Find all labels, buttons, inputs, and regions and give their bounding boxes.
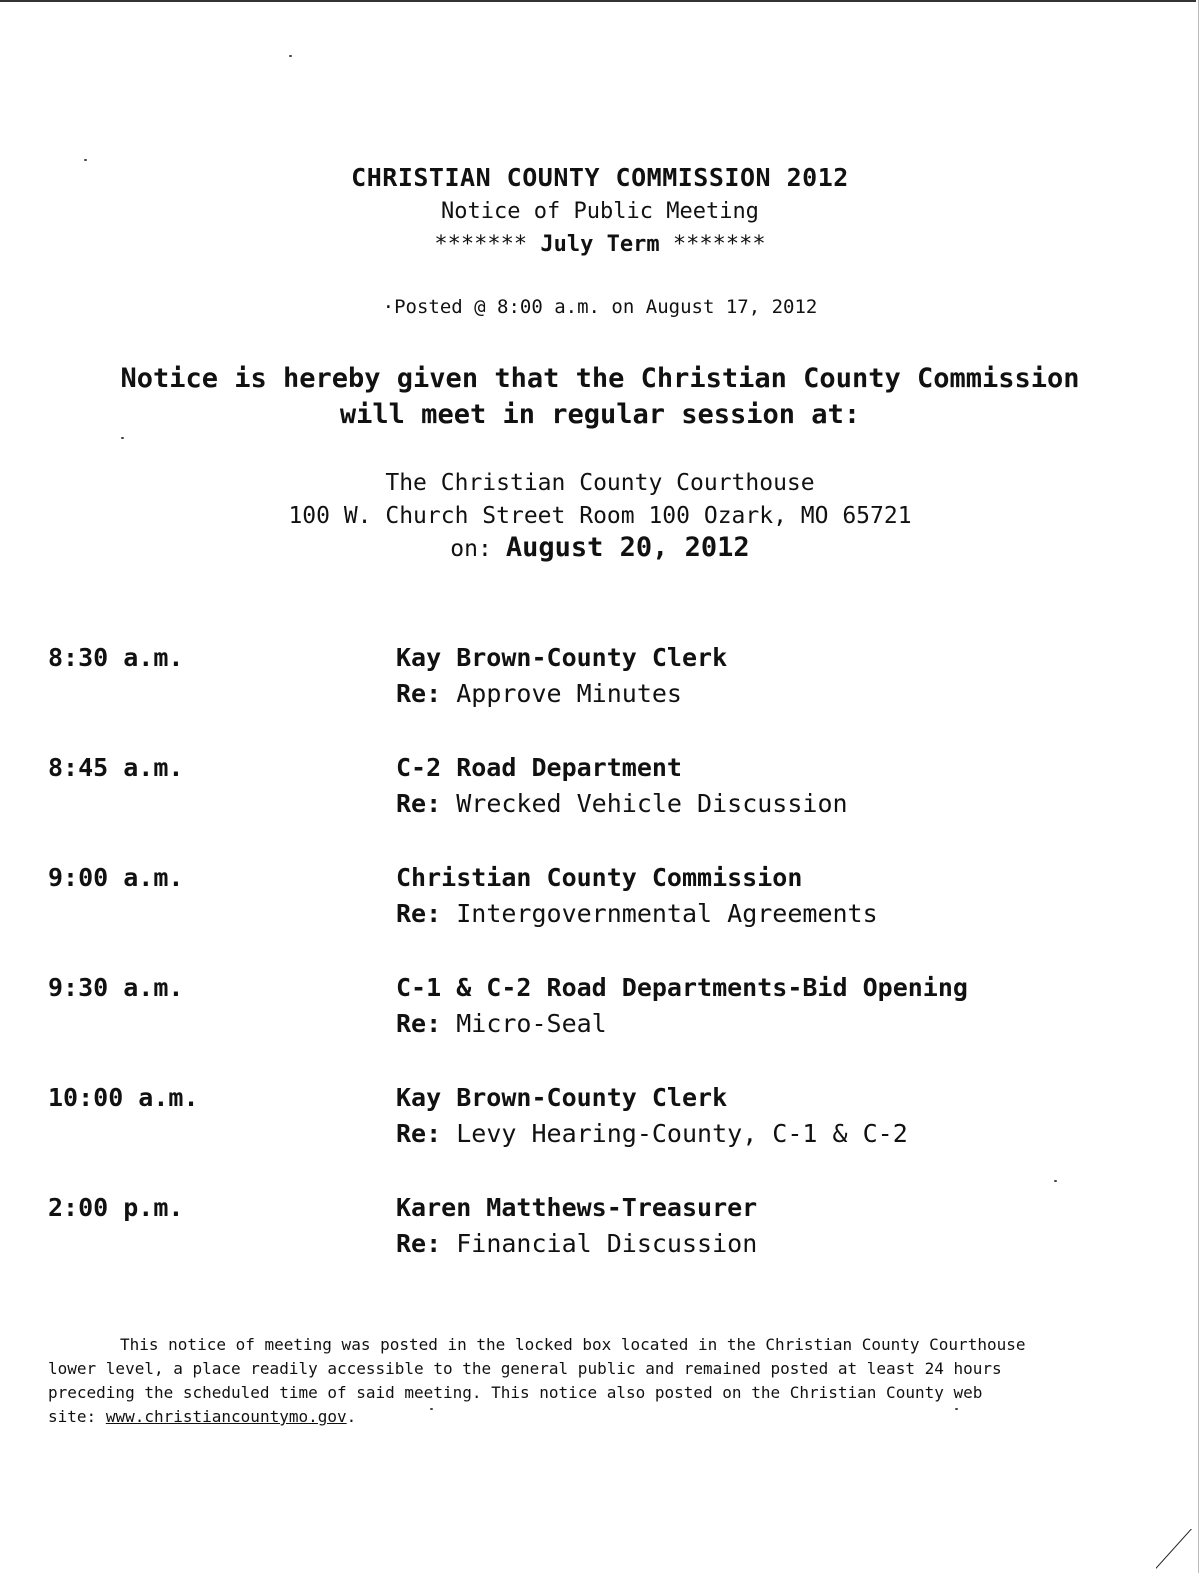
footer-line: lower level, a place readily accessible to the general public and remained posted at least 24 hours: [48, 1359, 1002, 1378]
agenda-subject: [396, 679, 682, 708]
posted-timestamp: ·Posted @ 8:00 a.m. on August 17, 2012: [382, 296, 818, 318]
footer-line-text: This notice of meeting was posted in the locked box located in the Christian County Courthouse: [120, 1335, 1026, 1354]
agenda-item: [48, 1193, 1158, 1303]
re-label: Re:: [396, 679, 442, 708]
document-title: CHRISTIAN COUNTY COMMISSION 2012: [351, 163, 849, 192]
term-line: [0, 232, 1200, 257]
term-stars-right: *******: [672, 232, 766, 257]
agenda-subject: [396, 1009, 607, 1038]
agenda-presenter: Christian County Commission: [396, 863, 803, 892]
meeting-date-prefix: on:: [450, 536, 492, 562]
agenda-time: 8:45 a.m.: [48, 753, 184, 782]
posting-notice-footer: [48, 1333, 1148, 1429]
re-label: Re:: [396, 1119, 442, 1148]
agenda-presenter: C-1 & C-2 Road Departments-Bid Opening: [396, 973, 968, 1002]
page-corner-mark: [1156, 1529, 1196, 1569]
scan-speck: [289, 55, 292, 57]
agenda-presenter: C-2 Road Department: [396, 753, 682, 782]
notice-heading-line: Notice is hereby given that the Christian County Commission: [120, 363, 1080, 394]
agenda-subject-text: Approve Minutes: [456, 679, 682, 708]
agenda-subject-text: Levy Hearing-County, C-1 & C-2: [456, 1119, 908, 1148]
meeting-location: [0, 467, 1200, 533]
footer-line: [48, 1333, 1148, 1357]
agenda-subject-text: Intergovernmental Agreements: [456, 899, 878, 928]
agenda-item: [48, 973, 1158, 1083]
agenda-subject-text: Financial Discussion: [456, 1229, 758, 1258]
site-end: .: [346, 1407, 357, 1426]
agenda-time: 2:00 p.m.: [48, 1193, 184, 1222]
agenda-subject: [396, 1119, 908, 1148]
re-label: Re:: [396, 1009, 442, 1038]
agenda-list: [48, 643, 1158, 1303]
term-name: July Term: [540, 232, 660, 257]
site-label: site:: [48, 1407, 97, 1426]
agenda-subject-text: Micro-Seal: [456, 1009, 607, 1038]
meeting-date: [0, 532, 1200, 563]
scan-speck: [121, 437, 124, 439]
agenda-item: [48, 863, 1158, 973]
agenda-item: [48, 643, 1158, 753]
agenda-presenter: Kay Brown-County Clerk: [396, 643, 728, 672]
notice-heading: [0, 361, 1200, 433]
location-building: The Christian County Courthouse: [385, 470, 815, 496]
agenda-time: 8:30 a.m.: [48, 643, 184, 672]
agenda-subject-text: Wrecked Vehicle Discussion: [456, 789, 848, 818]
document-subtitle: Notice of Public Meeting: [441, 199, 759, 224]
agenda-presenter: Karen Matthews-Treasurer: [396, 1193, 758, 1222]
agenda-subject: [396, 899, 878, 928]
re-label: Re:: [396, 899, 442, 928]
scan-speck: [84, 159, 87, 161]
agenda-time: 9:30 a.m.: [48, 973, 184, 1002]
re-label: Re:: [396, 789, 442, 818]
term-stars-left: *******: [434, 232, 528, 257]
agenda-presenter: Kay Brown-County Clerk: [396, 1083, 728, 1112]
location-address: 100 W. Church Street Room 100 Ozark, MO 65721: [288, 503, 912, 529]
re-label: Re:: [396, 1229, 442, 1258]
agenda-item: [48, 753, 1158, 863]
agenda-subject: [396, 789, 848, 818]
scan-edge-top: [0, 0, 1196, 2]
agenda-subject: [396, 1229, 757, 1258]
website-link[interactable]: www.christiancountymo.gov: [105, 1407, 347, 1426]
notice-heading-line: will meet in regular session at:: [339, 399, 861, 430]
agenda-item: [48, 1083, 1158, 1193]
footer-line: preceding the scheduled time of said meeting. This notice also posted on the Christian County web: [48, 1383, 983, 1402]
agenda-time: 9:00 a.m.: [48, 863, 184, 892]
meeting-date-value: August 20, 2012: [505, 532, 750, 563]
footer-line: [48, 1405, 1148, 1429]
agenda-time: 10:00 a.m.: [48, 1083, 199, 1112]
